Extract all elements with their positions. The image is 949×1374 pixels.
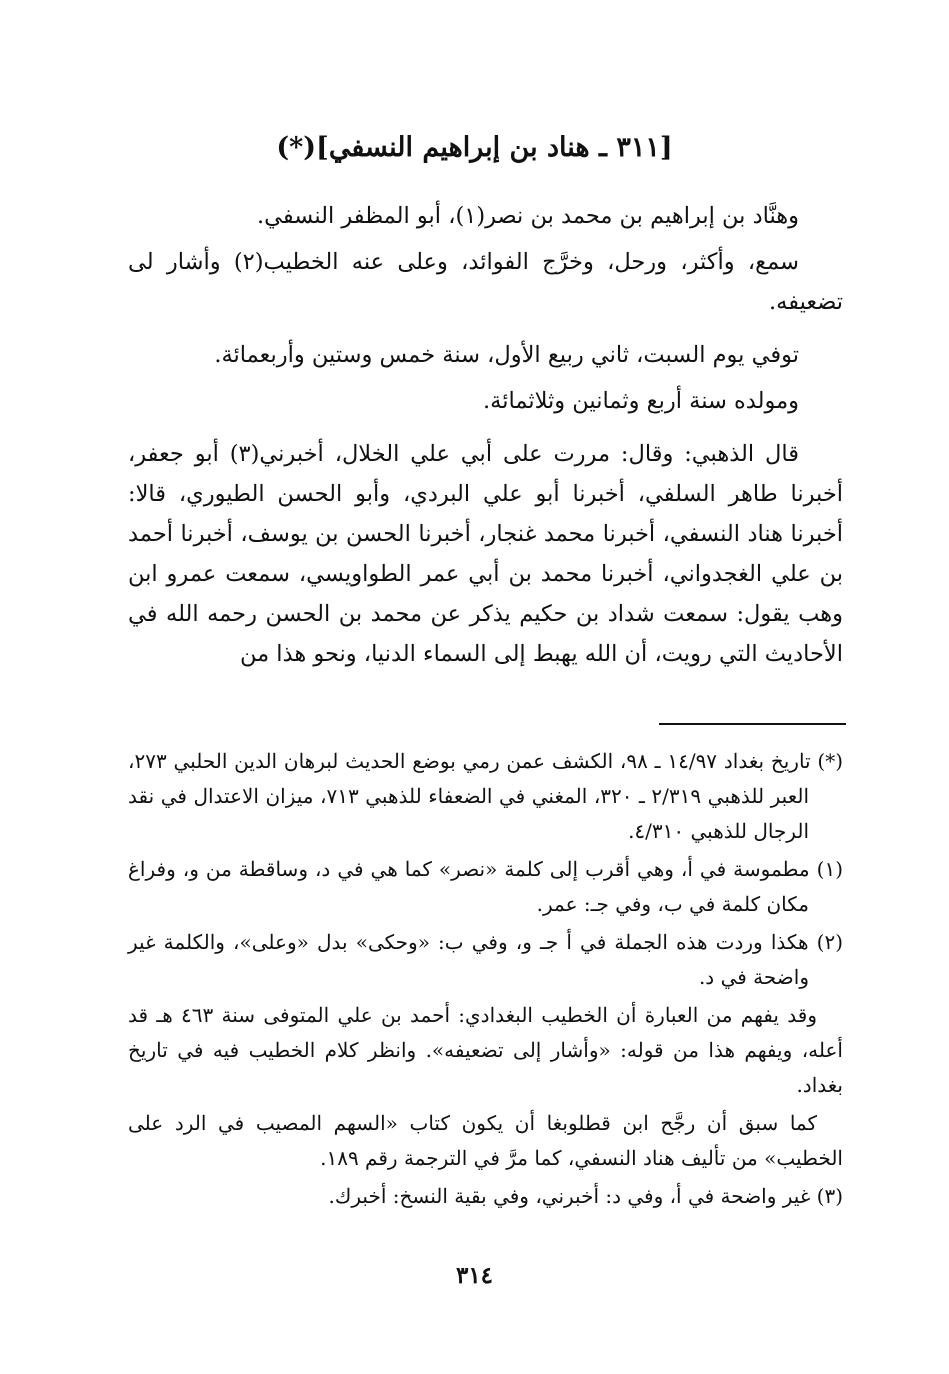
footnote-1: (١) مطموسة في أ، وهي أقرب إلى كلمة «نصر» كما هي في د، وساقطة من و، وفراغ مكان كلمة في ب، وفي جـ: عمر. xyxy=(128,857,843,916)
paragraph-name: وهنَّاد بن إبراهيم بن محمد بن نصر(١)، أبو المظفر النسفي. xyxy=(256,203,799,229)
paragraph-dhahabi: قال الذهبي: وقال: مررت على أبي علي الخلال، أخبرني(٣) أبو جعفر، أخبرنا طاهر السلفي، أخبرنا أبو علي البردي، وأبو الحسن الطيوري، قالا: أخبرنا هناد النسفي، أخبرنا محمد غنجار، أخبرنا الحسن بن يوسف، أخبرنا أحمد بن علي الغجدواني، أخبرنا محمد بن أبي عمر الطواويسي، سمعت عمرو ابن وهب يقول: سمعت شداد بن حكيم يذكر عن محمد بن الحسن رحمه الله في الأحاديث التي رويت، أن الله يهبط إلى السماء الدنيا، ونحو هذا من xyxy=(128,441,843,667)
footnote-2-continuation-a: وقد يفهم من العبارة أن الخطيب البغدادي: أحمد بن علي المتوفى سنة ٤٦٣ هـ قد أعله، ويفهم هذا من قوله: «وأشار إلى تضعيفه». وانظر كلام الخطيب فيه في تاريخ بغداد. xyxy=(128,1003,843,1097)
main-text xyxy=(128,196,843,687)
page-number: ٣١٤ xyxy=(455,1262,494,1289)
footnote-2: (٢) هكذا وردت هذه الجملة في أ جـ و، وفي ب: «وحكى» بدل «وعلى»، والكلمة غير واضحة في د. xyxy=(128,930,843,989)
paragraph-hearing: سمع، وأكثر، ورحل، وخرَّج الفوائد، وعلى عنه الخطيب(٢) وأشار لى تضعيفه. xyxy=(128,249,843,315)
footnote-3: (٣) غير واضحة في أ، وفي د: أخبرني، وفي بقية النسخ: أخبرك. xyxy=(328,1184,843,1208)
footnote-2-continuation-b: كما سبق أن رجَّح ابن قطلوبغا أن يكون كتاب «السهم المصيب في الرد على الخطيب» من تأليف هناد النسفي، كما مرَّ في الترجمة رقم ١٨٩. xyxy=(128,1111,843,1170)
footnote-star: (*) تاريخ بغداد ١٤/٩٧ ـ ٩٨، الكشف عمن رمي بوضع الحديث لبرهان الدين الحلبي ٢٧٣، العبر للذهبي ٢/٣١٩ ـ ٣٢٠، المغني في الضعفاء للذهبي ٧١٣، ميزان الاعتدال في نقد الرجال للذهبي ٤/٣١٠. xyxy=(128,749,844,843)
entry-title: [٣١١ ـ هناد بن إبراهيم النسفي](*) xyxy=(276,132,673,163)
footnotes xyxy=(128,744,843,1217)
footnote-divider xyxy=(659,723,846,725)
paragraph-death: توفي يوم السبت، ثاني ربيع الأول، سنة خمس وستين وأربعمائة. xyxy=(214,342,799,368)
paragraph-birth: ومولده سنة أربع وثمانين وثلاثمائة. xyxy=(483,388,799,414)
